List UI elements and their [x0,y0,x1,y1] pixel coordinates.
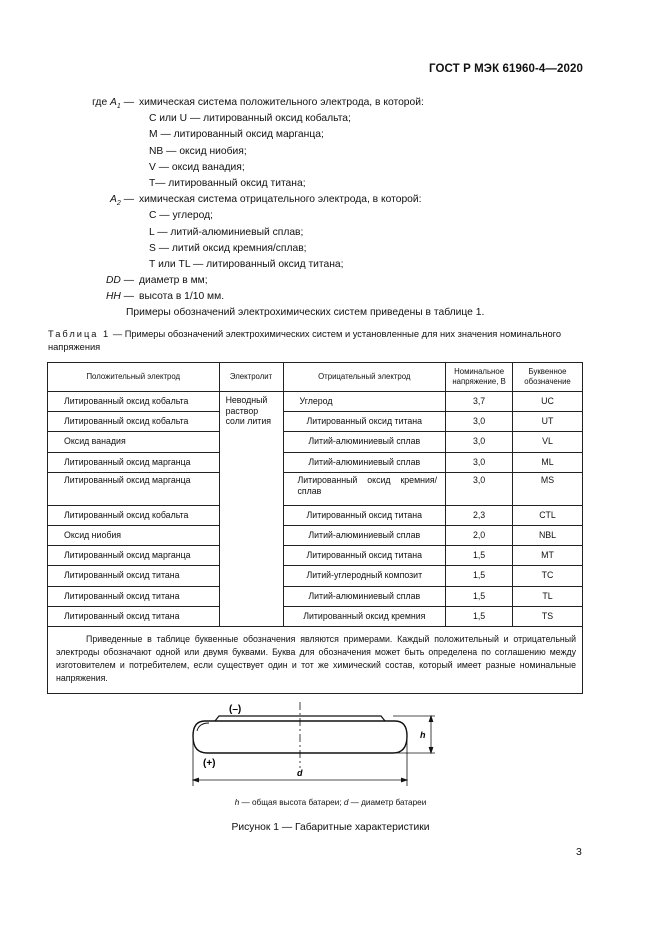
header-negative-electrode: Отрицательный электрод [283,363,446,392]
battery-dimensions-figure [185,698,445,790]
cell-positive: Литированный оксид марганца [48,472,220,505]
definition-dd [48,273,608,289]
cell-negative: Литированный оксид титана [283,546,446,566]
cell-positive: Литированный оксид кобальта [48,392,220,412]
cell-positive: Литированный оксид кобальта [48,412,220,432]
height-label: h [420,730,426,740]
table-row [48,525,583,545]
cell-negative: Литий-алюминиевый сплав [283,586,446,606]
definition-symbol: НН — [105,291,134,303]
table-row [48,392,583,412]
diameter-label: d [297,768,303,778]
table-row [48,546,583,566]
cell-voltage: 3,7 [446,392,513,412]
cell-negative: Литий-алюминиевый сплав [283,432,446,452]
document-id: ГОСТ Р МЭК 61960-4—2020 [429,63,583,75]
cell-voltage: 1,5 [446,546,513,566]
cell-code: VL [513,432,583,452]
table-caption-label: Таблица 1 [48,329,111,339]
cell-code: TC [513,566,583,586]
electrochemical-systems-table [47,362,583,694]
definition-item: S — литий оксид кремния/сплав; [149,242,307,254]
header-positive-electrode: Положительный электрод [48,363,220,392]
definition-hh [48,289,608,305]
cell-positive: Литированный оксид титана [48,586,220,606]
definition-text: химическая система отрицательного электрода, в которой: [139,194,422,206]
figure-caption: Рисунок 1 — Габаритные характеристики [231,822,430,833]
cell-negative: Углерод [283,392,446,412]
definition-a2 [48,192,608,208]
cell-voltage: 2,0 [446,525,513,545]
cell-positive: Литированный оксид титана [48,566,220,586]
cell-voltage: 1,5 [446,586,513,606]
cell-voltage: 2,3 [446,505,513,525]
cell-voltage: 3,0 [446,452,513,472]
definition-text: химическая система положительного электрода, в которой: [139,97,424,108]
cell-positive: Литированный оксид марганца [48,546,220,566]
definition-text: диаметр в мм; [139,275,208,287]
cell-code: TS [513,606,583,626]
cell-positive: Оксид ванадия [48,432,220,452]
definition-symbol: где $A_1$ — [92,97,134,111]
table-note: Приведенные в таблице буквенные обозначения являются примерами. Каждый положительный и отрицательный электроды обозначают одной или двумя буквами. Буква для обозначения может быть определена по соглашению между изготовителем и потребителем, если существует один и тот же химический состав, который имеет разные номинальные напряжения. [48,626,583,693]
table-caption [48,328,588,354]
definition-item: V — оксид ванадия; [149,161,245,173]
definition-item: L — литий-алюминиевый сплав; [149,226,304,238]
cell-negative: Литий-алюминиевый сплав [283,525,446,545]
table-row [48,606,583,626]
cell-positive: Литированный оксид титана [48,606,220,626]
cell-electrolyte: Неводный раствор соли лития [219,392,283,627]
cell-voltage: 1,5 [446,606,513,626]
definitions-block [48,95,608,322]
cell-code: NBL [513,525,583,545]
cell-negative: Литированный оксид кремния [283,606,446,626]
negative-terminal-label: (–) [229,704,242,715]
cell-voltage: 3,0 [446,472,513,505]
definition-item: NB — оксид ниобия; [149,145,247,157]
cell-code: MT [513,546,583,566]
header-nominal-voltage: Номинальное напряжение, В [446,363,513,392]
cell-voltage: 3,0 [446,412,513,432]
table-row [48,432,583,452]
cell-code: ML [513,452,583,472]
header-letter-code: Буквенное обозначение [513,363,583,392]
cell-negative: Литий-углеродный композит [283,566,446,586]
cell-negative: Литированный оксид титана [283,412,446,432]
definition-symbol: $A_2$ — [110,194,134,208]
cell-negative: Литированный оксид титана [283,505,446,525]
cell-negative: Литированный оксид кремния/сплав [283,472,446,505]
cell-code: TL [513,586,583,606]
definition-item: Т— литированный оксид титана; [149,177,306,189]
table-row [48,566,583,586]
table-row [48,472,583,505]
table-row [48,586,583,606]
cell-code: MS [513,472,583,505]
cell-positive: Литированный оксид марганца [48,452,220,472]
cell-code: UC [513,392,583,412]
cell-voltage: 3,0 [446,432,513,452]
definition-symbol: DD — [105,275,134,287]
figure-legend: h — общая высота батареи; d — диаметр батареи [234,798,427,807]
definition-a1 [48,95,608,111]
examples-note: Примеры обозначений электрохимических систем приведены в таблице 1. [126,307,485,319]
cell-negative: Литий-алюминиевый сплав [283,452,446,472]
table-caption-text: — Примеры обозначений электрохимических систем и установленные для них значения номинального напряжения [48,329,562,352]
table-row [48,412,583,432]
page-number: 3 [576,846,582,858]
cell-positive: Оксид ниобия [48,525,220,545]
positive-terminal-label: (+) [203,758,216,769]
table-note-row [48,626,583,693]
definition-item: М — литированный оксид марганца; [149,129,324,141]
cell-positive: Литированный оксид кобальта [48,505,220,525]
cell-code: UT [513,412,583,432]
table-row [48,505,583,525]
header-electrolyte: Электролит [219,363,283,392]
definition-text: высота в 1/10 мм. [139,291,225,303]
cell-code: CTL [513,505,583,525]
table-row [48,452,583,472]
cell-voltage: 1,5 [446,566,513,586]
table-header-row [48,363,583,392]
definition-item: С или U — литированный оксид кобальта; [149,113,351,125]
definition-item: Т или TL — литированный оксид титана; [149,258,344,270]
definition-item: С — углерод; [149,210,213,222]
